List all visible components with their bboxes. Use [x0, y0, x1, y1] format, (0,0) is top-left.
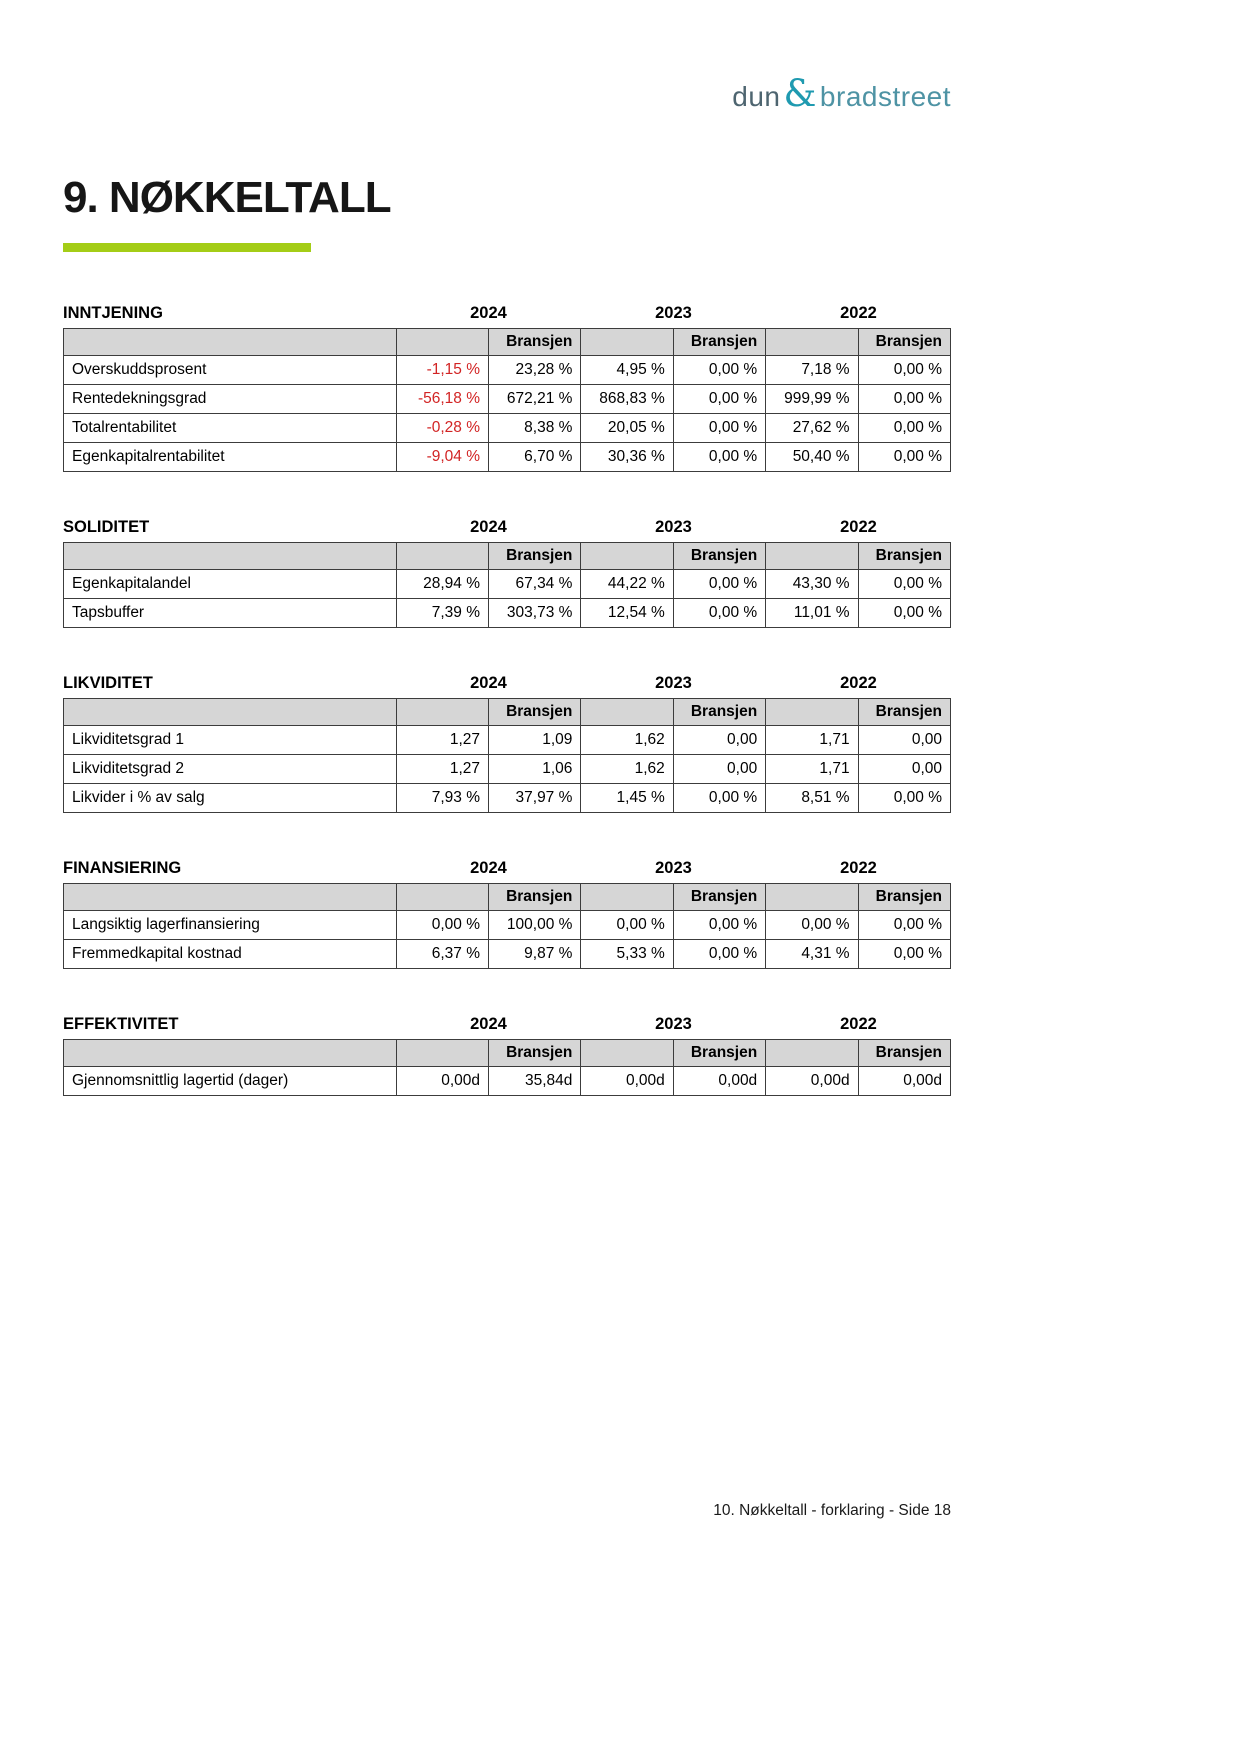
bransjen-header-cell: Bransjen	[858, 884, 950, 911]
value-cell: 303,73 %	[489, 599, 581, 628]
bransjen-header-cell: Bransjen	[858, 699, 950, 726]
value-cell: 0,00 %	[673, 599, 765, 628]
year-label: 2022	[840, 304, 877, 322]
header-empty-cell	[396, 329, 488, 356]
value-cell: 7,39 %	[396, 599, 488, 628]
table-header-row	[64, 543, 951, 570]
table-row	[64, 911, 951, 940]
value-cell: 0,00 %	[858, 570, 950, 599]
bransjen-header-cell: Bransjen	[489, 884, 581, 911]
header-empty-cell	[766, 1040, 858, 1067]
value-cell: 0,00d	[581, 1067, 673, 1096]
value-cell: 0,00 %	[673, 443, 765, 472]
row-label-cell: Rentedekningsgrad	[64, 385, 397, 414]
value-cell: 999,99 %	[766, 385, 858, 414]
value-cell: 43,30 %	[766, 570, 858, 599]
value-cell: 1,27	[396, 755, 488, 784]
report-section	[63, 1015, 951, 1096]
value-cell: 37,97 %	[489, 784, 581, 813]
data-table	[63, 883, 951, 969]
section-title: FINANSIERING	[63, 859, 182, 877]
section-header	[63, 859, 951, 878]
row-label-cell: Egenkapitalrentabilitet	[64, 443, 397, 472]
report-section	[63, 859, 951, 969]
bransjen-header-cell: Bransjen	[673, 329, 765, 356]
value-cell: 0,00 %	[858, 940, 950, 969]
value-cell: 23,28 %	[489, 356, 581, 385]
value-cell: 1,62	[581, 755, 673, 784]
report-section	[63, 674, 951, 813]
header-empty-cell	[581, 329, 673, 356]
report-section	[63, 304, 951, 472]
table-row	[64, 784, 951, 813]
row-label-cell: Totalrentabilitet	[64, 414, 397, 443]
data-table	[63, 698, 951, 813]
value-cell: 0,00 %	[766, 911, 858, 940]
bransjen-header-cell: Bransjen	[489, 329, 581, 356]
value-cell: -0,28 %	[396, 414, 488, 443]
header-empty-cell	[64, 543, 397, 570]
header-empty-cell	[766, 699, 858, 726]
year-label: 2024	[470, 304, 507, 322]
bransjen-header-cell: Bransjen	[673, 1040, 765, 1067]
section-header	[63, 518, 951, 537]
value-cell: 0,00 %	[673, 356, 765, 385]
value-cell: 0,00d	[766, 1067, 858, 1096]
value-cell: 8,38 %	[489, 414, 581, 443]
value-cell: 0,00 %	[673, 911, 765, 940]
logo-ampersand-icon: &	[783, 72, 817, 115]
header-empty-cell	[64, 329, 397, 356]
value-cell: 1,62	[581, 726, 673, 755]
value-cell: 0,00 %	[858, 599, 950, 628]
year-label: 2023	[655, 1015, 692, 1033]
row-label-cell: Fremmedkapital kostnad	[64, 940, 397, 969]
bransjen-header-cell: Bransjen	[489, 543, 581, 570]
value-cell: -9,04 %	[396, 443, 488, 472]
header-empty-cell	[766, 543, 858, 570]
bransjen-header-cell: Bransjen	[489, 1040, 581, 1067]
year-label: 2024	[470, 1015, 507, 1033]
section-header	[63, 1015, 951, 1034]
value-cell: -1,15 %	[396, 356, 488, 385]
value-cell: 1,71	[766, 726, 858, 755]
bransjen-header-cell: Bransjen	[673, 884, 765, 911]
bransjen-header-cell: Bransjen	[858, 329, 950, 356]
table-header-row	[64, 699, 951, 726]
table-header-row	[64, 1040, 951, 1067]
year-label: 2024	[470, 859, 507, 877]
table-header-row	[64, 329, 951, 356]
value-cell: 0,00 %	[673, 784, 765, 813]
sections	[63, 304, 951, 1096]
bransjen-header-cell: Bransjen	[858, 543, 950, 570]
section-title: SOLIDITET	[63, 518, 150, 536]
header-empty-cell	[64, 884, 397, 911]
header-empty-cell	[396, 699, 488, 726]
value-cell: 0,00	[858, 726, 950, 755]
header-empty-cell	[64, 1040, 397, 1067]
table-row	[64, 599, 951, 628]
report-content	[63, 0, 951, 1096]
value-cell: 1,71	[766, 755, 858, 784]
data-table	[63, 328, 951, 472]
header-empty-cell	[766, 884, 858, 911]
value-cell: 1,27	[396, 726, 488, 755]
header-empty-cell	[396, 1040, 488, 1067]
row-label-cell: Overskuddsprosent	[64, 356, 397, 385]
row-label-cell: Gjennomsnittlig lagertid (dager)	[64, 1067, 397, 1096]
table-row	[64, 385, 951, 414]
value-cell: 1,06	[489, 755, 581, 784]
value-cell: 0,00 %	[858, 784, 950, 813]
value-cell: 8,51 %	[766, 784, 858, 813]
value-cell: 9,87 %	[489, 940, 581, 969]
data-table	[63, 1039, 951, 1096]
page-title: 9. NØKKELTALL	[63, 173, 391, 222]
year-label: 2024	[470, 674, 507, 692]
value-cell: 0,00 %	[858, 356, 950, 385]
row-label-cell: Tapsbuffer	[64, 599, 397, 628]
value-cell: 20,05 %	[581, 414, 673, 443]
row-label-cell: Likvider i % av salg	[64, 784, 397, 813]
row-label-cell: Likviditetsgrad 1	[64, 726, 397, 755]
value-cell: 50,40 %	[766, 443, 858, 472]
section-header	[63, 304, 951, 323]
value-cell: 6,37 %	[396, 940, 488, 969]
value-cell: 672,21 %	[489, 385, 581, 414]
value-cell: 7,93 %	[396, 784, 488, 813]
report-section	[63, 518, 951, 628]
year-label: 2023	[655, 304, 692, 322]
section-title: EFFEKTIVITET	[63, 1015, 179, 1033]
table-row	[64, 755, 951, 784]
value-cell: 0,00 %	[858, 911, 950, 940]
value-cell: 28,94 %	[396, 570, 488, 599]
value-cell: 67,34 %	[489, 570, 581, 599]
table-row	[64, 443, 951, 472]
row-label-cell: Langsiktig lagerfinansiering	[64, 911, 397, 940]
value-cell: -56,18 %	[396, 385, 488, 414]
value-cell: 0,00 %	[858, 443, 950, 472]
value-cell: 0,00 %	[673, 940, 765, 969]
value-cell: 0,00	[858, 755, 950, 784]
year-label: 2023	[655, 674, 692, 692]
year-label: 2022	[840, 1015, 877, 1033]
table-row	[64, 414, 951, 443]
logo-text-bradstreet: bradstreet	[819, 81, 951, 112]
header-empty-cell	[64, 699, 397, 726]
value-cell: 100,00 %	[489, 911, 581, 940]
value-cell: 0,00d	[673, 1067, 765, 1096]
value-cell: 44,22 %	[581, 570, 673, 599]
value-cell: 5,33 %	[581, 940, 673, 969]
header-empty-cell	[581, 884, 673, 911]
year-label: 2022	[840, 674, 877, 692]
header-empty-cell	[581, 1040, 673, 1067]
bransjen-header-cell: Bransjen	[858, 1040, 950, 1067]
section-title: INNTJENING	[63, 304, 163, 322]
value-cell: 0,00 %	[858, 385, 950, 414]
year-label: 2022	[840, 859, 877, 877]
year-label: 2022	[840, 518, 877, 536]
logo-row	[63, 0, 951, 115]
logo-text-dun: dun	[732, 81, 781, 112]
value-cell: 0,00d	[858, 1067, 950, 1096]
value-cell: 1,45 %	[581, 784, 673, 813]
value-cell: 7,18 %	[766, 356, 858, 385]
year-label: 2024	[470, 518, 507, 536]
value-cell: 0,00 %	[858, 414, 950, 443]
row-label-cell: Egenkapitalandel	[64, 570, 397, 599]
header-empty-cell	[766, 329, 858, 356]
dun-bradstreet-logo	[732, 72, 951, 115]
value-cell: 0,00	[673, 755, 765, 784]
header-empty-cell	[581, 543, 673, 570]
value-cell: 4,31 %	[766, 940, 858, 969]
table-row	[64, 1067, 951, 1096]
value-cell: 1,09	[489, 726, 581, 755]
value-cell: 0,00 %	[581, 911, 673, 940]
section-header	[63, 674, 951, 693]
row-label-cell: Likviditetsgrad 2	[64, 755, 397, 784]
year-label: 2023	[655, 859, 692, 877]
value-cell: 27,62 %	[766, 414, 858, 443]
table-row	[64, 570, 951, 599]
title-accent-bar	[63, 243, 311, 252]
value-cell: 0,00 %	[673, 414, 765, 443]
page-footer: 10. Nøkkeltall - forklaring - Side 18	[713, 1502, 951, 1519]
bransjen-header-cell: Bransjen	[489, 699, 581, 726]
value-cell: 868,83 %	[581, 385, 673, 414]
bransjen-header-cell: Bransjen	[673, 699, 765, 726]
value-cell: 0,00 %	[396, 911, 488, 940]
header-empty-cell	[396, 884, 488, 911]
table-header-row	[64, 884, 951, 911]
table-row	[64, 726, 951, 755]
section-title: LIKVIDITET	[63, 674, 153, 692]
value-cell: 4,95 %	[581, 356, 673, 385]
bransjen-header-cell: Bransjen	[673, 543, 765, 570]
header-empty-cell	[396, 543, 488, 570]
value-cell: 30,36 %	[581, 443, 673, 472]
value-cell: 6,70 %	[489, 443, 581, 472]
value-cell: 11,01 %	[766, 599, 858, 628]
table-row	[64, 356, 951, 385]
data-table	[63, 542, 951, 628]
table-row	[64, 940, 951, 969]
year-label: 2023	[655, 518, 692, 536]
value-cell: 35,84d	[489, 1067, 581, 1096]
value-cell: 0,00	[673, 726, 765, 755]
header-empty-cell	[581, 699, 673, 726]
value-cell: 12,54 %	[581, 599, 673, 628]
value-cell: 0,00d	[396, 1067, 488, 1096]
value-cell: 0,00 %	[673, 570, 765, 599]
value-cell: 0,00 %	[673, 385, 765, 414]
